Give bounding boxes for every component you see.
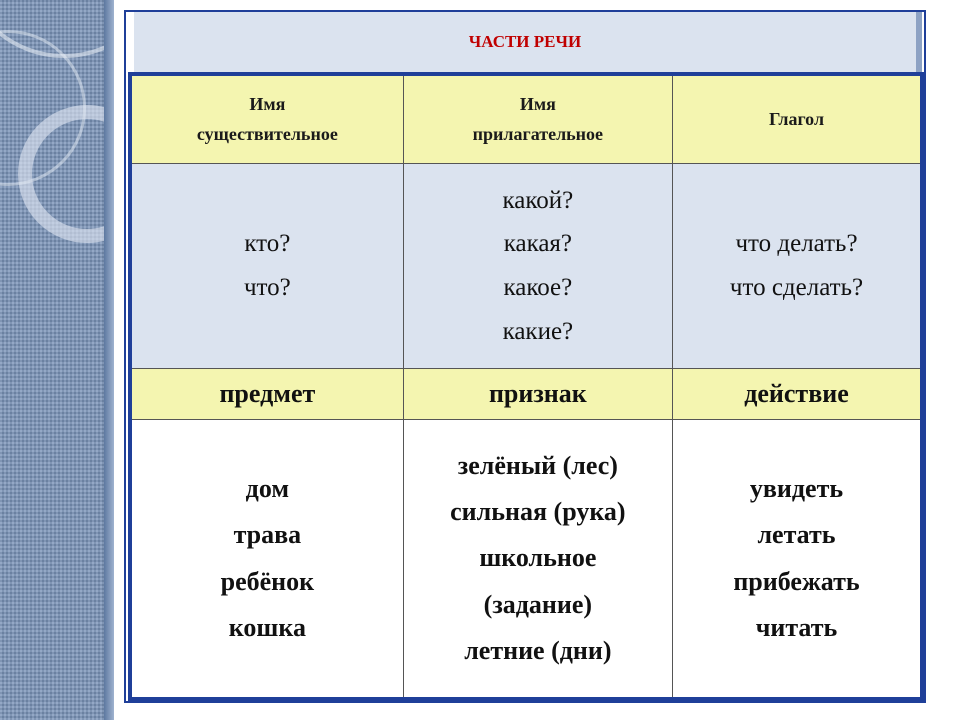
example-word: (задание): [483, 589, 593, 619]
question-text: что?: [243, 274, 291, 301]
header-line: прилагательное: [472, 123, 604, 144]
example-word: прибежать: [733, 566, 860, 596]
question-text: какая?: [503, 230, 573, 258]
question-text: что сделать?: [729, 274, 864, 301]
example-word: читать: [755, 612, 838, 642]
questions-row: [130, 164, 922, 369]
example-word: ребёнок: [220, 566, 315, 596]
example-word: кошка: [228, 612, 306, 642]
example-word: сильная (рука): [450, 497, 626, 527]
example-word: летние (дни): [464, 635, 612, 665]
examples-row: [130, 420, 922, 700]
header-line: Глагол: [768, 108, 825, 129]
decorative-strip: [104, 0, 114, 720]
header-line: Имя: [249, 93, 286, 114]
header-row: [130, 74, 922, 164]
question-text: какое?: [503, 274, 573, 301]
examples-adjective: [403, 420, 672, 700]
header-verb: [673, 74, 923, 164]
question-text: кто?: [244, 230, 291, 258]
header-noun: [130, 74, 403, 164]
examples-verb: [673, 420, 923, 700]
category-adjective: признак: [403, 369, 672, 420]
table-title: ЧАСТИ РЕЧИ: [134, 12, 922, 72]
parts-of-speech-table-frame: [124, 10, 926, 703]
question-text: что делать?: [735, 230, 858, 258]
header-line: Имя: [519, 93, 556, 114]
header-line: существительное: [196, 123, 338, 144]
categories-row: [130, 369, 922, 420]
category-verb: действие: [673, 369, 923, 420]
example-word: трава: [233, 520, 302, 550]
example-word: дом: [245, 473, 290, 503]
category-noun: предмет: [130, 369, 403, 420]
parts-of-speech-table: [128, 72, 924, 701]
questions-noun: [130, 164, 403, 369]
question-text: какой?: [502, 186, 574, 214]
question-text: какие?: [502, 317, 574, 345]
example-word: увидеть: [749, 473, 844, 503]
examples-noun: [130, 420, 403, 700]
header-adjective: [403, 74, 672, 164]
questions-verb: [673, 164, 923, 369]
example-word: летать: [757, 520, 836, 550]
decorative-side-panel: [0, 0, 104, 720]
example-word: зелёный (лес): [457, 450, 618, 480]
questions-adjective: [403, 164, 672, 369]
example-word: школьное: [479, 543, 597, 573]
